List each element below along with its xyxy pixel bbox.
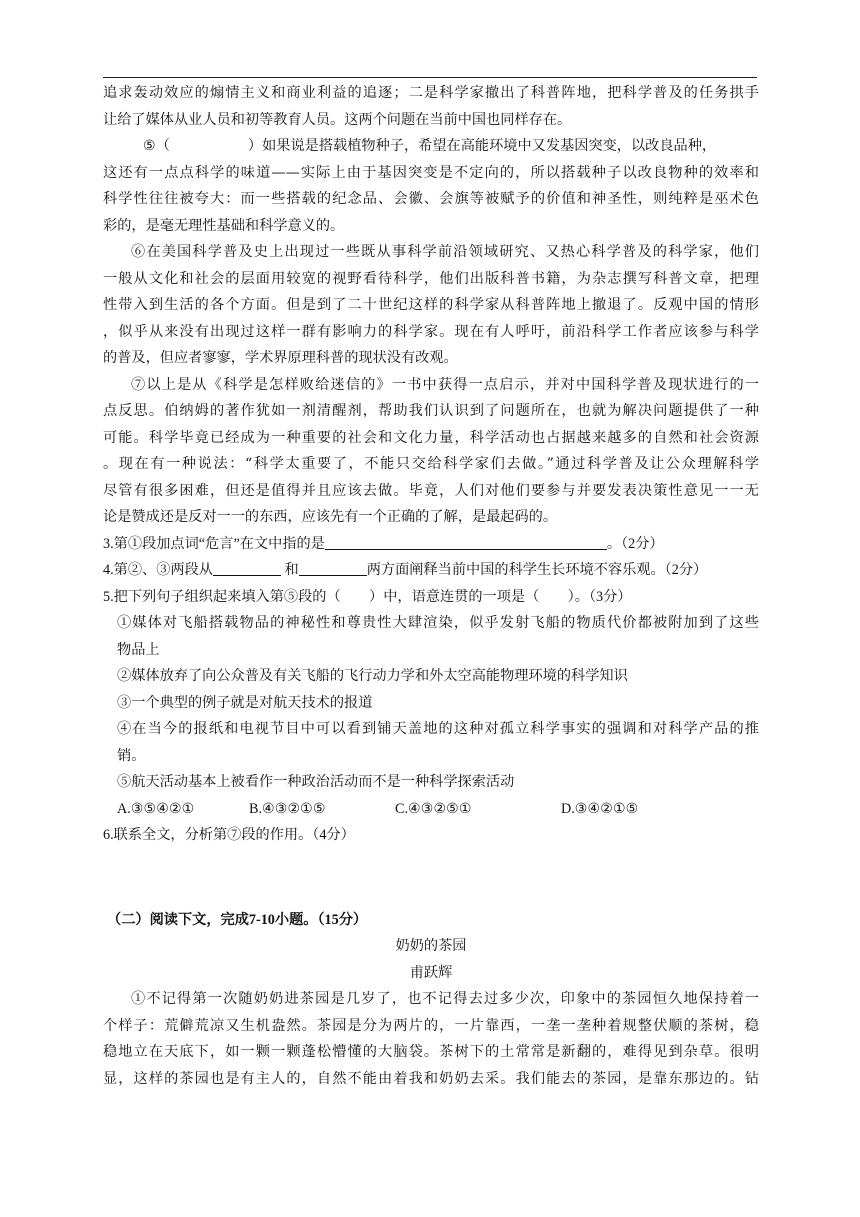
text-line: ，似乎从来没有出现过这样一群有影响力的科学家。现在有人呼吁，前沿科学工作者应该参与科学	[103, 323, 759, 340]
question-4-answer-blank-2[interactable]	[299, 560, 367, 576]
question-4	[103, 557, 759, 584]
question-5-item: 物品上	[117, 641, 160, 658]
text-line: 尽管有很多困难，但还是值得并且应该去做。毕竟，人们对他们要参与并要发表决策性意见一一无	[103, 482, 759, 499]
answer-space	[103, 849, 759, 907]
option-a[interactable]: A.③⑤④②①	[117, 800, 195, 817]
question-3	[103, 531, 759, 558]
text-line: 让给了媒体从业人员和初等教育人员。这两个问题在当前中国也同样存在。	[103, 111, 572, 128]
text-line: 性带入到生活的各个方面。但是到了二十世纪这样的科学家从科普阵地上撤退了。反观中国的情形	[103, 297, 759, 313]
text-line: 个样子：荒僻荒凉又生机盎然。茶园是分为两片的，一片靠西，一垄一垄种着规整伏顺的茶树，稳	[103, 1017, 759, 1034]
text-line: 科学性往往被夸大：而一些搭载的纪念品、会徽、会旗等被赋予的价值和神圣性，则纯粹是巫术色	[103, 191, 759, 207]
article-author: 甫跃辉	[409, 964, 453, 981]
question-5-item: ⑤航天活动基本上被看作一种政治活动而不是一种科学探索活动	[117, 774, 515, 790]
page-content	[103, 80, 759, 1092]
paragraph-5-first-line	[103, 133, 759, 160]
text-line: 追求轰动效应的煽情主义和商业利益的追逐；二是科学家撤出了科普阵地，把科学普及的任务拱手	[103, 85, 759, 101]
question-5-item: 销。	[117, 747, 146, 764]
question-3-answer-blank[interactable]	[325, 534, 607, 550]
text-line: 点反思。伯纳姆的著作犹如一剂清醒剂，帮助我们认识到了问题所在，也就为解决问题提供了一种	[103, 403, 759, 419]
text-line: 稳地立在天底下，如一颗一颗蓬松懵懂的大脑袋。茶树下的土常常是新翻的，难得见到杂草。很明	[103, 1044, 759, 1060]
question-4-answer-blank-1[interactable]	[213, 560, 281, 576]
section-2-heading: （二）阅读下文，完成7-10小题。（15分）	[107, 911, 368, 928]
question-5-item: ①媒体对飞船搭载物品的神秘性和尊贵性大肆渲染，似乎发射飞船的物质代价都被附加到了这些	[117, 615, 759, 631]
option-b[interactable]: B.④③②①⑤	[249, 800, 326, 817]
question-4-mid: 和	[280, 562, 299, 578]
question-5-item: ②媒体放弃了向公众普及有关飞船的飞行动力学和外太空高能物理环境的科学知识	[117, 668, 628, 684]
text-line: 。现在有一种说法：“科学太重要了，不能只交给科学家们去做。”通过科学普及让公众理解科学	[103, 456, 759, 472]
question-4-rest: 两方面阐释当前中国的科学生长环境不容乐观。（2分）	[366, 562, 708, 578]
text-line: 可能。科学毕竟已经成为一种重要的社会和文化力量，科学活动也占据越来越多的自然和社会资源	[103, 429, 759, 446]
text-line: 显，这样的茶园也是有主人的，自然不能由着我和奶奶去采。我们能去的茶园，是靠东那边的。钻	[103, 1070, 759, 1087]
paragraph-5-lead: ⑤（	[143, 138, 170, 154]
option-d[interactable]: D.③④②①⑤	[561, 800, 639, 817]
header-rule	[103, 77, 757, 78]
text-line: 彩的，是毫无理性基础和科学意义的。	[103, 217, 345, 234]
question-5: 5.把下列句子组织起来填入第⑤段的（ ）中，语意连贯的一项是（ ）。（3分）	[103, 588, 632, 605]
text-line: 一般从文化和社会的层面用较宽的视野看待科学，他们出版科普书籍，为杂志撰写科普文章，把理	[103, 270, 759, 287]
question-5-item: ④在当今的报纸和电视节目中可以看到铺天盖地的这种对孤立科学事实的强调和对科学产品的推	[117, 721, 759, 737]
text-line: ①不记得第一次随奶奶进茶园是几岁了，也不记得去过多少次，印象中的茶园恒久地保持着一	[131, 991, 759, 1007]
question-6: 6.联系全文，分析第⑦段的作用。（4分）	[103, 827, 355, 843]
question-5-options	[103, 796, 759, 823]
question-3-score: 。（2分）	[606, 535, 664, 552]
question-5-item: ③一个典型的例子就是对航天技术的报道	[117, 694, 373, 711]
option-c[interactable]: C.④③②⑤①	[395, 800, 472, 817]
text-line: ⑦以上是从《科学是怎样败给迷信的》一书中获得一点启示，并对中国科学普及现状进行的一	[131, 376, 759, 393]
paragraph-5-text: ）如果说是搭载植物种子，希望在高能环境中又发基因突变，以改良品种，	[247, 138, 717, 154]
text-line: ⑥在美国科学普及史上出现过一些既从事科学前沿领域研究、又热心科学普及的科学家，他们	[131, 244, 759, 260]
text-line: 的普及，但应者寥寥，学术界原理科普的现状没有改观。	[103, 350, 458, 366]
text-line: 这还有一点点科学的味道——实际上由于基因突变是不定向的，所以搭载种子以改良物种的效率和	[103, 164, 759, 181]
article-title: 奶奶的茶园	[395, 938, 467, 954]
text-line: 论是赞成还是反对一一的东西，应该先有一个正确的了解，是最起码的。	[103, 509, 558, 525]
question-4-text: 4.第②、③两段从	[103, 562, 213, 578]
question-3-text: 3.第①段加点词“危言”在文中指的是	[103, 535, 325, 552]
